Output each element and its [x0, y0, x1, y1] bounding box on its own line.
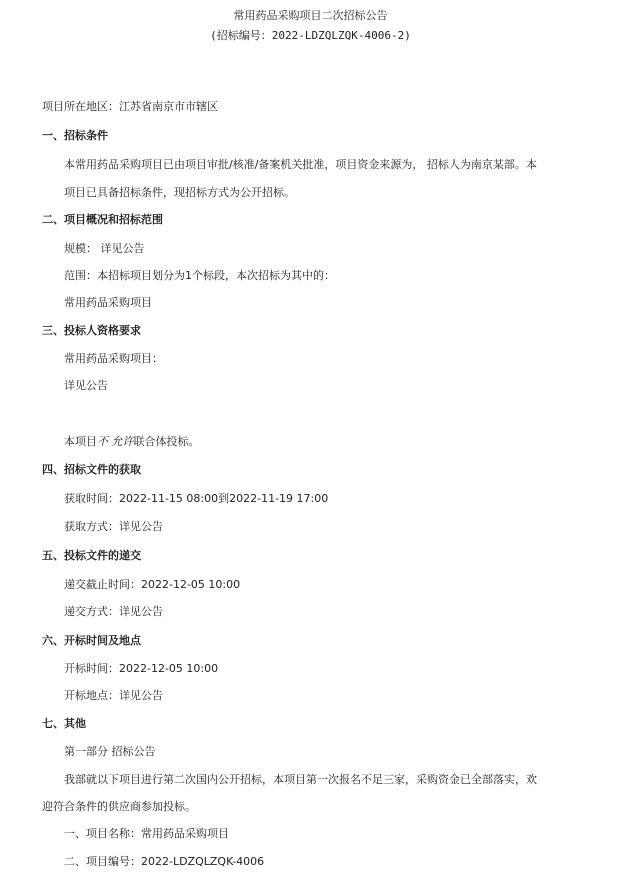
tender-conditions-paragraph-line1: 本常用药品采购项目已由项目审批/核准/备案机关批准，项目资金来源为， 招标人为南京某部。本	[64, 158, 537, 171]
other-paragraph-line1: 我部就以下项目进行第二次国内公开招标，本项目第一次报名不足三家，采购资金已全部落实，欢	[64, 773, 537, 786]
consortium-status: 不 允许	[97, 435, 134, 448]
document-title: 常用药品采购项目二次招标公告	[233, 9, 388, 22]
tender-conditions-paragraph-line2: 项目已具备招标条件，现招标方式为公开招标。	[64, 186, 295, 199]
consortium-suffix: 联合体投标。	[133, 435, 200, 448]
section-heading-project-overview: 二、项目概况和招标范围	[42, 213, 163, 226]
section-heading-bid-submission: 五、投标文件的递交	[42, 549, 141, 562]
tender-number: (招标编号：2022-LDZQLZQK-4006-2)	[210, 29, 411, 42]
acquisition-method: 获取方式：详见公告	[64, 520, 163, 533]
qualification-detail: 详见公告	[64, 379, 108, 392]
consortium-prefix: 本项目	[64, 435, 97, 448]
part-one-title: 第一部分 招标公告	[64, 745, 156, 758]
other-paragraph-line2: 迎符合条件的供应商参加投标。	[42, 800, 196, 813]
project-location: 项目所在地区：江苏省南京市市辖区	[42, 100, 218, 113]
opening-time: 开标时间：2022-12-05 10:00	[64, 662, 219, 675]
project-number-item: 二、项目编号：2022-LDZQLZQK-4006	[64, 855, 265, 868]
project-scale: 规模： 详见公告	[64, 242, 145, 255]
submission-method: 递交方式：详见公告	[64, 605, 163, 618]
project-lot-name: 常用药品采购项目	[64, 296, 152, 309]
consortium-bidding-note	[64, 435, 200, 449]
section-heading-document-acquisition: 四、招标文件的获取	[42, 463, 141, 476]
section-heading-bid-opening: 六、开标时间及地点	[42, 634, 141, 647]
qualification-lot-name: 常用药品采购项目：	[64, 352, 163, 365]
section-heading-tender-conditions: 一、招标条件	[42, 129, 108, 142]
project-name-item: 一、项目名称：常用药品采购项目	[64, 827, 229, 840]
section-heading-bidder-qualification: 三、投标人资格要求	[42, 324, 141, 337]
section-heading-other: 七、其他	[42, 717, 86, 730]
opening-place: 开标地点：详见公告	[64, 689, 163, 702]
submission-deadline: 递交截止时间：2022-12-05 10:00	[64, 578, 241, 591]
project-scope: 范围：本招标项目划分为1个标段，本次招标为其中的：	[64, 269, 335, 282]
acquisition-time: 获取时间：2022-11-15 08:00到2022-11-19 17:00	[64, 492, 329, 505]
